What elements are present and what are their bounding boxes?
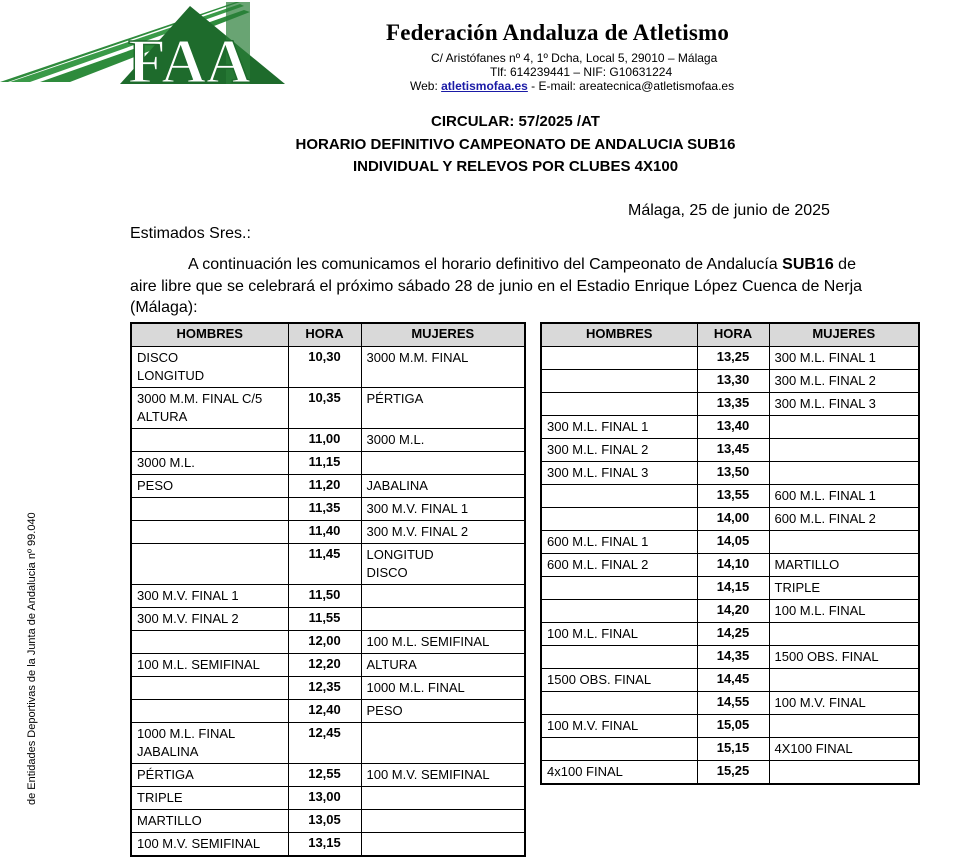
website-link[interactable]: atletismofaa.es (441, 79, 528, 93)
column-header-hombres: HOMBRES (131, 323, 288, 347)
mujeres-cell-line: 100 M.V. SEMIFINAL (366, 767, 490, 782)
mujeres-cell (769, 761, 919, 785)
table-row (131, 388, 525, 429)
column-header-hora: HORA (697, 323, 769, 347)
hombres-cell (541, 577, 697, 600)
hombres-cell-line: 300 M.L. FINAL 3 (547, 465, 649, 480)
mujeres-cell (769, 669, 919, 692)
hora-cell: 13,55 (697, 485, 769, 508)
table-row (541, 600, 919, 623)
table-row (131, 608, 525, 631)
hombres-cell-line: ALTURA (137, 409, 188, 424)
hora-cell: 15,05 (697, 715, 769, 738)
mujeres-cell (769, 416, 919, 439)
mujeres-cell (361, 810, 525, 833)
hora-cell: 13,40 (697, 416, 769, 439)
table-row (541, 669, 919, 692)
hora-cell: 14,45 (697, 669, 769, 692)
hora-cell: 15,25 (697, 761, 769, 785)
mujeres-cell-line: 1000 M.L. FINAL (366, 680, 465, 695)
hombres-cell-line: 1000 M.L. FINAL (137, 726, 236, 741)
table-row (541, 577, 919, 600)
hora-cell: 14,05 (697, 531, 769, 554)
web-email-line (410, 79, 734, 93)
hora-cell: 14,25 (697, 623, 769, 646)
table-row (541, 692, 919, 715)
hombres-cell (541, 485, 697, 508)
federation-name: Federación Andaluza de Atletismo (386, 20, 730, 45)
hora-cell: 11,55 (288, 608, 361, 631)
table-row (541, 761, 919, 785)
mujeres-cell (361, 833, 525, 857)
mujeres-cell-line: 3000 M.L. (366, 432, 425, 447)
hora-cell: 14,55 (697, 692, 769, 715)
table-row (131, 764, 525, 787)
mujeres-cell (361, 608, 525, 631)
mujeres-cell (769, 531, 919, 554)
hombres-cell (541, 462, 697, 485)
schedule-table-left (130, 322, 526, 857)
circular-number: CIRCULAR: 57/2025 /AT (431, 113, 600, 130)
mujeres-cell-line: 300 M.V. FINAL 1 (366, 501, 469, 516)
hombres-cell (541, 715, 697, 738)
hora-cell: 13,05 (288, 810, 361, 833)
hombres-cell-line: PESO (137, 478, 174, 493)
mujeres-cell-line: 100 M.L. FINAL (774, 603, 866, 618)
mujeres-cell-line: PESO (366, 703, 403, 718)
mujeres-cell-line: 600 M.L. FINAL 1 (774, 488, 876, 503)
hombres-cell (131, 723, 288, 764)
mujeres-cell-line: 100 M.V. FINAL (774, 695, 866, 710)
hombres-cell (541, 439, 697, 462)
hombres-cell (131, 764, 288, 787)
column-header-hombres: HOMBRES (541, 323, 697, 347)
hombres-cell-line: 300 M.L. FINAL 1 (547, 419, 649, 434)
mujeres-cell (361, 764, 525, 787)
mujeres-cell (361, 429, 525, 452)
table-row (131, 498, 525, 521)
hombres-cell (541, 508, 697, 531)
letter-greeting: Estimados Sres.: (130, 225, 251, 242)
mujeres-cell (769, 715, 919, 738)
table-row (541, 485, 919, 508)
mujeres-cell (769, 439, 919, 462)
hombres-cell-line: 300 M.V. FINAL 2 (137, 611, 239, 626)
table-row (541, 623, 919, 646)
table-row (131, 723, 525, 764)
mujeres-cell-line: 100 M.L. SEMIFINAL (366, 634, 490, 649)
hora-cell: 13,35 (697, 393, 769, 416)
table-header-row (541, 323, 919, 347)
hombres-cell-line: 300 M.V. FINAL 1 (137, 588, 239, 603)
hombres-cell (131, 700, 288, 723)
hora-cell: 11,15 (288, 452, 361, 475)
mujeres-cell-line: 300 M.V. FINAL 2 (366, 524, 469, 539)
hombres-cell-line: DISCO (137, 350, 179, 365)
table-row (541, 347, 919, 370)
hora-cell: 14,00 (697, 508, 769, 531)
table-row (131, 475, 525, 498)
hombres-cell (131, 452, 288, 475)
table-row (131, 452, 525, 475)
hombres-cell (131, 608, 288, 631)
table-row (131, 677, 525, 700)
mujeres-cell-line: PÉRTIGA (366, 391, 424, 406)
hombres-cell (131, 677, 288, 700)
table-row (131, 833, 525, 857)
table-row (541, 416, 919, 439)
hombres-cell (541, 554, 697, 577)
hora-cell: 13,30 (697, 370, 769, 393)
mujeres-cell (361, 544, 525, 585)
hombres-cell-line: LONGITUD (137, 368, 205, 383)
table-header-row (131, 323, 525, 347)
hombres-cell (541, 531, 697, 554)
table-row (131, 654, 525, 677)
hora-cell: 11,00 (288, 429, 361, 452)
mujeres-cell (361, 347, 525, 388)
mujeres-cell (769, 485, 919, 508)
table-row (541, 462, 919, 485)
hombres-cell (541, 761, 697, 785)
hombres-cell (131, 585, 288, 608)
mujeres-cell (361, 677, 525, 700)
mujeres-cell (361, 654, 525, 677)
hombres-cell (131, 810, 288, 833)
column-header-mujeres: MUJERES (361, 323, 525, 347)
hora-cell: 13,45 (697, 439, 769, 462)
mujeres-cell (769, 508, 919, 531)
hombres-cell (131, 631, 288, 654)
phone-nif-line: Tlf: 614239441 – NIF: G10631224 (490, 65, 673, 79)
mujeres-cell (361, 521, 525, 544)
hombres-cell (131, 544, 288, 585)
hombres-cell (541, 646, 697, 669)
mujeres-cell (769, 554, 919, 577)
hombres-cell (131, 429, 288, 452)
hombres-cell (541, 416, 697, 439)
hombres-cell (131, 388, 288, 429)
table-row (541, 646, 919, 669)
table-row (541, 531, 919, 554)
table-row (541, 393, 919, 416)
hora-cell: 10,35 (288, 388, 361, 429)
paragraph-line-2: aire libre que se celebrará el próximo sábado 28 de junio en el Estadio Enrique López Cuenca de Nerja (130, 278, 863, 295)
logo-letters: FAA (128, 28, 251, 88)
column-header-mujeres: MUJERES (769, 323, 919, 347)
hora-cell: 11,20 (288, 475, 361, 498)
hombres-cell-line: 600 M.L. FINAL 1 (547, 534, 649, 549)
mujeres-cell (769, 393, 919, 416)
mujeres-cell (769, 738, 919, 761)
table-row (131, 810, 525, 833)
hora-cell: 14,20 (697, 600, 769, 623)
table-row (131, 347, 525, 388)
mujeres-cell (769, 347, 919, 370)
mujeres-cell (361, 452, 525, 475)
mujeres-cell (769, 692, 919, 715)
registry-side-text: de Entidades Deportivas de la Junta de Andalucia nº 99.040 (26, 512, 38, 805)
hora-cell: 14,15 (697, 577, 769, 600)
hombres-cell-line: PÉRTIGA (137, 767, 194, 782)
paragraph-text: de (833, 256, 856, 273)
paragraph-line-1 (188, 256, 856, 274)
hombres-cell (541, 393, 697, 416)
hora-cell: 14,10 (697, 554, 769, 577)
hombres-cell (131, 833, 288, 857)
mujeres-cell-line: 300 M.L. FINAL 3 (774, 396, 876, 411)
hombres-cell (541, 738, 697, 761)
hora-cell: 12,55 (288, 764, 361, 787)
hombres-cell (541, 669, 697, 692)
address-line: C/ Aristófanes nº 4, 1º Dcha, Local 5, 29010 – Málaga (431, 51, 718, 65)
hombres-cell (131, 475, 288, 498)
hora-cell: 10,30 (288, 347, 361, 388)
letter-date: Málaga, 25 de junio de 2025 (628, 202, 830, 219)
faa-logo (0, 0, 290, 88)
hora-cell: 13,50 (697, 462, 769, 485)
table-row (131, 787, 525, 810)
table-row (131, 544, 525, 585)
hombres-cell (131, 787, 288, 810)
hombres-cell-line: 100 M.L. SEMIFINAL (137, 657, 260, 672)
mujeres-cell (361, 388, 525, 429)
table-row (541, 439, 919, 462)
table-row (131, 429, 525, 452)
hora-cell: 15,15 (697, 738, 769, 761)
hombres-cell-line: 3000 M.M. FINAL C/5 (137, 391, 263, 406)
hombres-cell-line: 100 M.L. FINAL (547, 626, 639, 641)
hombres-cell-line: 1500 OBS. FINAL (547, 672, 652, 687)
hombres-cell (541, 692, 697, 715)
hombres-cell (541, 370, 697, 393)
hombres-cell-line: 4x100 FINAL (547, 764, 623, 779)
hora-cell: 13,15 (288, 833, 361, 857)
mujeres-cell (769, 462, 919, 485)
hombres-cell (541, 623, 697, 646)
paragraph-line-3: (Málaga): (130, 299, 198, 316)
hombres-cell-line: 100 M.V. SEMIFINAL (137, 836, 261, 851)
web-label: Web: (410, 79, 442, 93)
hombres-cell (541, 600, 697, 623)
email-text: - E-mail: areatecnica@atletismofaa.es (527, 79, 735, 93)
mujeres-cell (361, 723, 525, 764)
mujeres-cell-line: MARTILLO (774, 557, 840, 572)
hombres-cell-line: 3000 M.L. (137, 455, 195, 470)
hombres-cell (541, 347, 697, 370)
hora-cell: 11,50 (288, 585, 361, 608)
table-row (541, 715, 919, 738)
column-header-hora: HORA (288, 323, 361, 347)
table-row (541, 508, 919, 531)
circular-title-1: HORARIO DEFINITIVO CAMPEONATO DE ANDALUCIA SUB16 (295, 136, 736, 153)
mujeres-cell (361, 585, 525, 608)
hombres-cell-line: MARTILLO (137, 813, 202, 828)
mujeres-cell (361, 631, 525, 654)
mujeres-cell-line: 3000 M.M. FINAL (366, 350, 469, 365)
mujeres-cell-line: 600 M.L. FINAL 2 (774, 511, 876, 526)
mujeres-cell-line: JABALINA (366, 478, 428, 493)
mujeres-cell-line: 1500 OBS. FINAL (774, 649, 879, 664)
hora-cell: 12,40 (288, 700, 361, 723)
hombres-cell-line: JABALINA (137, 744, 199, 759)
mujeres-cell-line: ALTURA (366, 657, 417, 672)
hombres-cell-line: TRIPLE (137, 790, 183, 805)
hora-cell: 12,00 (288, 631, 361, 654)
hora-cell: 12,35 (288, 677, 361, 700)
hora-cell: 12,20 (288, 654, 361, 677)
hora-cell: 13,00 (288, 787, 361, 810)
mujeres-cell (361, 700, 525, 723)
mujeres-cell (361, 787, 525, 810)
hora-cell: 11,35 (288, 498, 361, 521)
table-row (541, 370, 919, 393)
table-row (541, 738, 919, 761)
circular-title-2: INDIVIDUAL Y RELEVOS POR CLUBES 4X100 (352, 158, 679, 175)
hora-cell: 11,40 (288, 521, 361, 544)
mujeres-cell-line: 4X100 FINAL (774, 741, 853, 756)
mujeres-cell (769, 623, 919, 646)
hombres-cell (131, 521, 288, 544)
hombres-cell-line: 300 M.L. FINAL 2 (547, 442, 649, 457)
hombres-cell-line: 600 M.L. FINAL 2 (547, 557, 649, 572)
hombres-cell (131, 498, 288, 521)
table-row (131, 631, 525, 654)
schedule-table-right (540, 322, 920, 785)
mujeres-cell (361, 498, 525, 521)
table-row (541, 554, 919, 577)
mujeres-cell-line: DISCO (366, 565, 408, 580)
hora-cell: 11,45 (288, 544, 361, 585)
mujeres-cell-line: TRIPLE (774, 580, 821, 595)
hora-cell: 13,25 (697, 347, 769, 370)
mujeres-cell-line: 300 M.L. FINAL 1 (774, 350, 876, 365)
hombres-cell (131, 654, 288, 677)
mujeres-cell-line: 300 M.L. FINAL 2 (774, 373, 876, 388)
hora-cell: 14,35 (697, 646, 769, 669)
table-row (131, 700, 525, 723)
hora-cell: 12,45 (288, 723, 361, 764)
mujeres-cell (769, 600, 919, 623)
mujeres-cell (361, 475, 525, 498)
mujeres-cell (769, 646, 919, 669)
category-highlight: SUB16 (782, 256, 834, 273)
table-row (131, 585, 525, 608)
paragraph-text: A continuación les comunicamos el horario definitivo del Campeonato de Andalucía (188, 256, 783, 273)
mujeres-cell (769, 370, 919, 393)
table-row (131, 521, 525, 544)
mujeres-cell (769, 577, 919, 600)
mujeres-cell-line: LONGITUD (366, 547, 434, 562)
hombres-cell (131, 347, 288, 388)
hombres-cell-line: 100 M.V. FINAL (547, 718, 639, 733)
